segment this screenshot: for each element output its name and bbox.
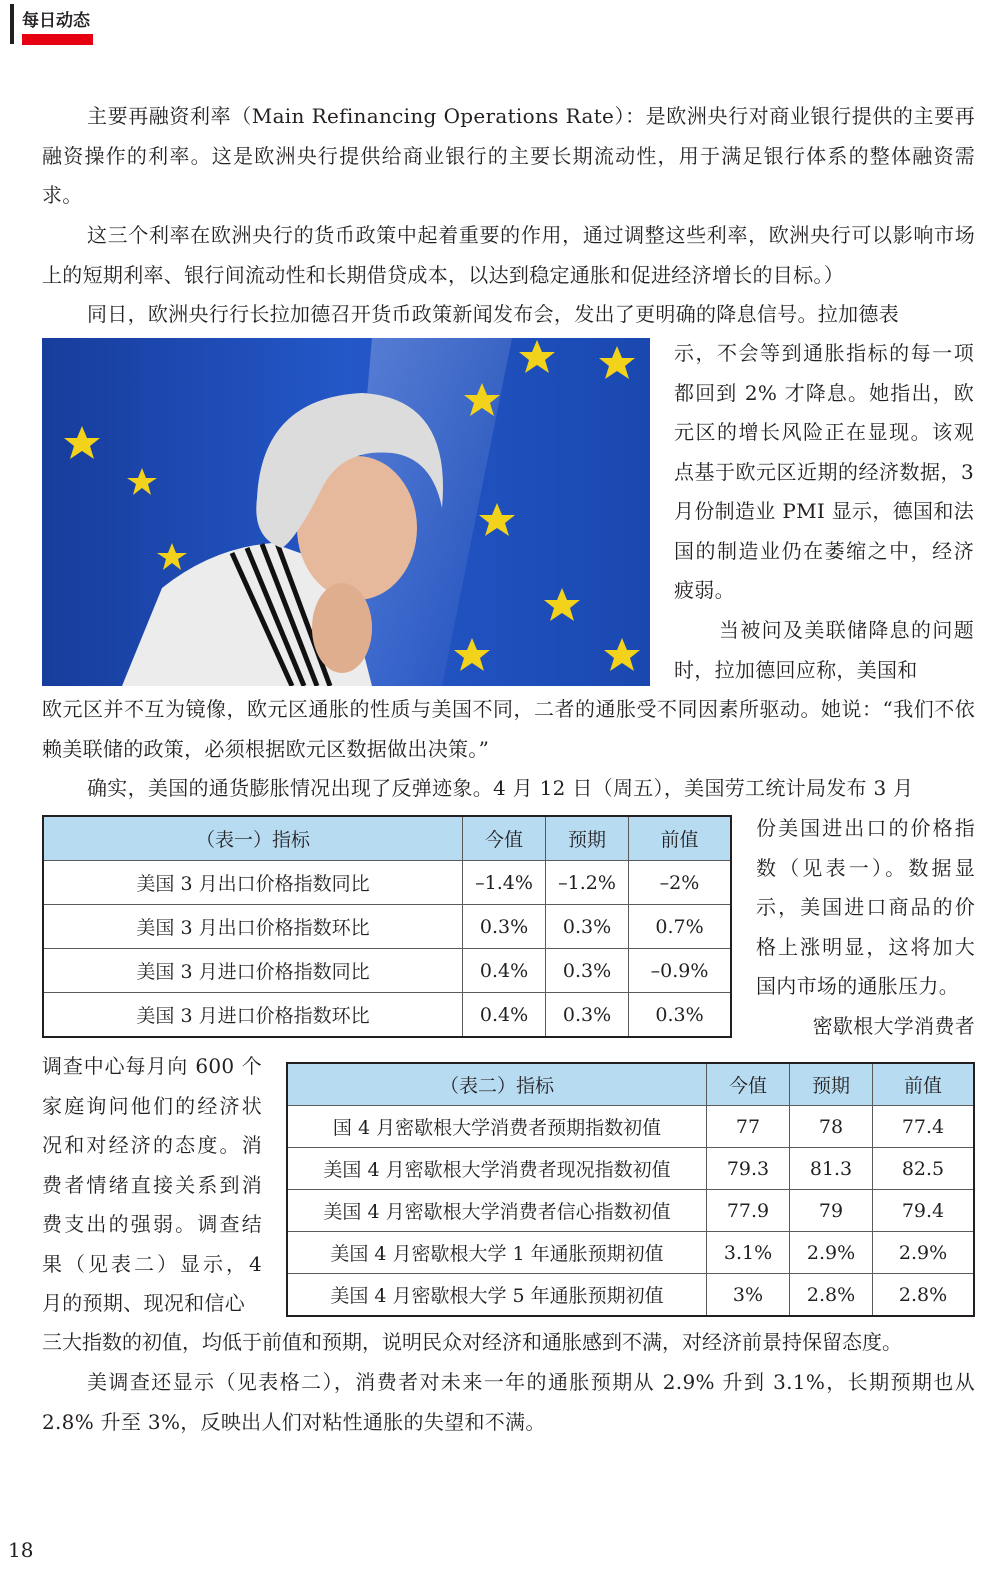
table-cell: 0.7% [629,905,732,949]
table-cell: –2% [629,861,732,905]
table-cell: 美国 4 月密歇根大学 5 年通胀预期初值 [287,1274,707,1317]
table-cell: 美国 3 月出口价格指数同比 [43,861,463,905]
header-rule [10,4,14,44]
photo-lagarde [42,338,650,686]
table-cell: 81.3 [790,1148,873,1190]
table-row [43,949,731,993]
table-cell: 0.4% [463,949,546,993]
table-header-cell: 预期 [546,816,629,861]
table-row [287,1148,974,1190]
table-cell: 美国 3 月进口价格指数同比 [43,949,463,993]
table-header-cell: （表一）指标 [43,816,463,861]
table-cell: 2.8% [790,1274,873,1317]
table-cell: 79.4 [873,1190,975,1232]
table-row [287,1232,974,1274]
table-row [43,905,731,949]
table-cell: 0.3% [546,949,629,993]
table-cell: –1.2% [546,861,629,905]
table-cell: 2.9% [790,1232,873,1274]
table-row [43,993,731,1038]
paragraph-lagarde-line1: 同日，欧洲央行行长拉加德召开货币政策新闻发布会，发出了更明确的降息信号。拉加德表 [87,302,899,326]
table-row [43,861,731,905]
table-header-cell: 前值 [629,816,732,861]
table-cell: 美国 4 月密歇根大学消费者信心指数初值 [287,1190,707,1232]
table-row [287,1274,974,1317]
paragraph-fed-question-side: 当被问及美联储降息的问题时，拉加德回应称，美国和 [674,618,974,682]
paragraph-three-rates: 这三个利率在欧洲央行的货币政策中起着重要的作用，通过调整这些利率，欧洲央行可以影响市场上的短期利率、银行间流动性和长期借贷成本，以达到稳定通胀和促进经济增长的目标。） [42,223,975,287]
paragraph-lagarde-side: 示，不会等到通胀指标的每一项都回到 2% 才降息。她指出，欧元区的增长风险正在显现。该观点基于欧元区近期的经济数据，3 月份制造业 PMI 显示，德国和法国的制造业仍在萎缩之中，经济疲弱。 [674,341,974,602]
table-cell: 0.3% [463,905,546,949]
table-cell: –1.4% [463,861,546,905]
table-header-cell: 今值 [707,1063,790,1106]
header-accent-bar [22,34,93,45]
paragraph-main-refinancing-rate: 主要再融资利率（Main Refinancing Operations Rate）：是欧洲央行对商业银行提供的主要再融资操作的利率。这是欧洲央行提供给商业银行的主要长期流动性，用于满足银行体系的整体融资需求。 [42,104,975,207]
table-cell: –0.9% [629,949,732,993]
table-cell: 美国 3 月出口价格指数环比 [43,905,463,949]
table-header-row [43,816,731,861]
table-cell: 3% [707,1274,790,1317]
table-cell: 79.3 [707,1148,790,1190]
table-cell: 国 4 月密歇根大学消费者预期指数初值 [287,1106,707,1148]
paragraph-michigan-rest: 三大指数的初值，均低于前值和预期，说明民众对经济和通胀感到不满，对经济前景持保留态度。 [42,1330,902,1354]
table-row [287,1190,974,1232]
table-cell: 79 [790,1190,873,1232]
table-cell: 0.4% [463,993,546,1038]
table-cell: 77 [707,1106,790,1148]
table-cell: 3.1% [707,1232,790,1274]
table-michigan-sentiment [286,1062,975,1317]
page-number: 18 [8,1538,34,1562]
table-cell: 0.3% [629,993,732,1038]
table-header-row [287,1063,974,1106]
paragraph-inflation-side: 份美国进出口的价格指数（见表一）。数据显示，美国进口商品的价格上涨明显，这将加大国内市场的通胀压力。 [756,816,975,998]
table-import-export-prices [42,815,732,1038]
table-cell: 2.9% [873,1232,975,1274]
section-title: 每日动态 [22,11,90,31]
table-cell: 77.4 [873,1106,975,1148]
paragraph-inflation-line1: 确实，美国的通货膨胀情况出现了反弹迹象。4 月 12 日（周五），美国劳工统计局发布 3 月 [87,776,914,800]
table-header-cell: 前值 [873,1063,975,1106]
paragraph-michigan-side: 密歇根大学消费者 [812,1014,975,1038]
table-cell: 美国 3 月进口价格指数环比 [43,993,463,1038]
table-row [287,1106,974,1148]
paragraph-michigan-left: 调查中心每月向 600 个家庭询问他们的经济状况和对经济的态度。消费者情绪直接关系到消费支出的强弱。调查结果（见表二）显示，4 月的预期、现况和信心 [42,1054,262,1315]
table-cell: 美国 4 月密歇根大学 1 年通胀预期初值 [287,1232,707,1274]
table-cell: 0.3% [546,905,629,949]
table-header-cell: （表二）指标 [287,1063,707,1106]
table-cell: 77.9 [707,1190,790,1232]
table-cell: 82.5 [873,1148,975,1190]
table-cell: 美国 4 月密歇根大学消费者现况指数初值 [287,1148,707,1190]
table-cell: 78 [790,1106,873,1148]
table-header-cell: 今值 [463,816,546,861]
table-header-cell: 预期 [790,1063,873,1106]
table-cell: 0.3% [546,993,629,1038]
paragraph-survey-expectations: 美调查还显示（见表格二），消费者对未来一年的通胀预期从 2.9% 升到 3.1%，长期预期也从 2.8% 升至 3%，反映出人们对粘性通胀的失望和不满。 [42,1370,975,1434]
paragraph-fed-question-rest: 欧元区并不互为镜像，欧元区通胀的性质与美国不同，二者的通胀受不同因素所驱动。她说：“我们不依赖美联储的政策，必须根据欧元区数据做出决策。” [42,697,975,761]
table-cell: 2.8% [873,1274,975,1317]
